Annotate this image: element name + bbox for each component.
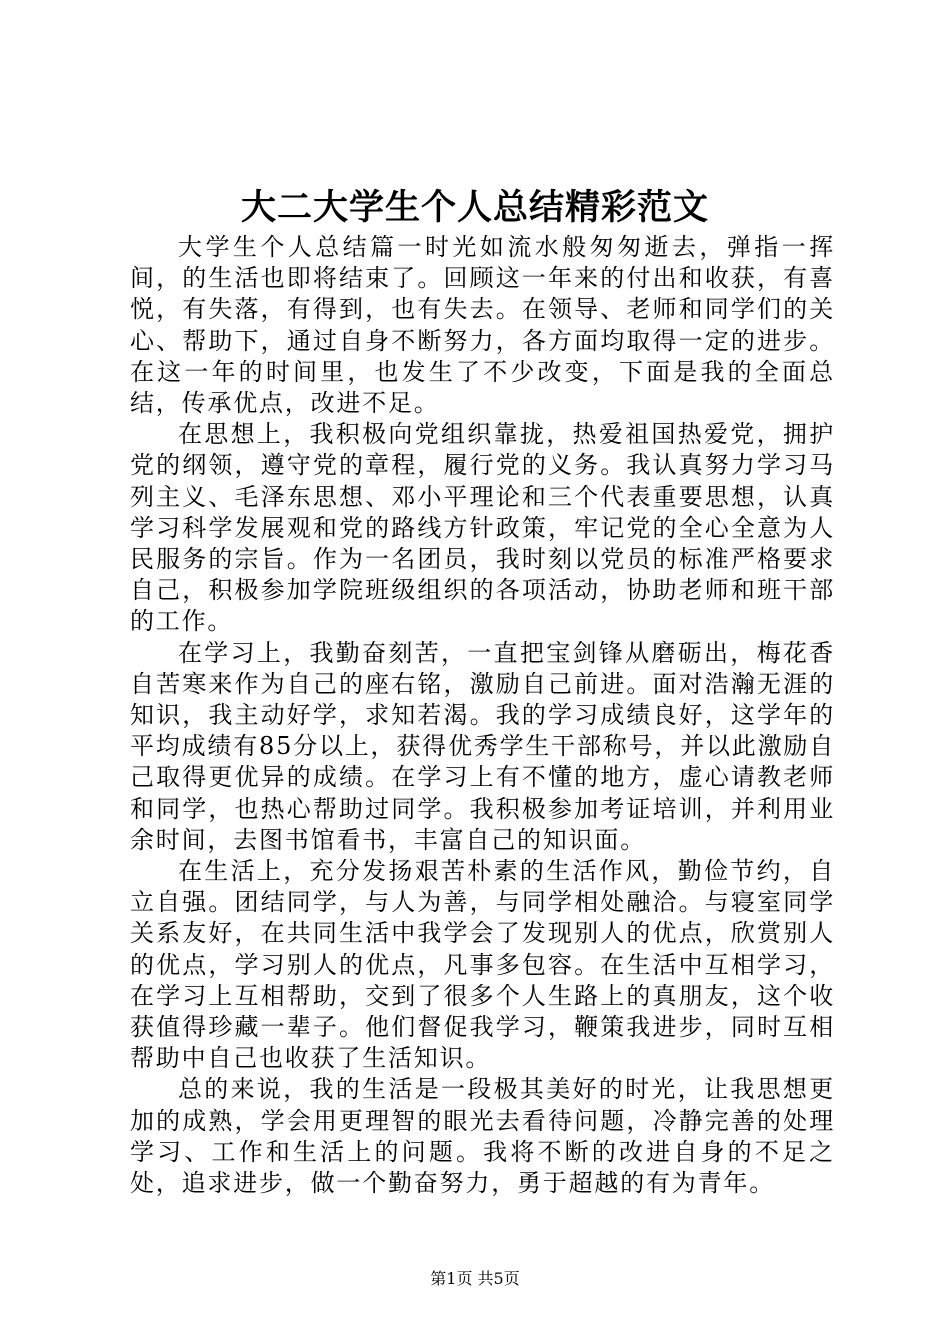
paragraph-study: 在学习上，我勤奋刻苦，一直把宝剑锋从磨砺出，梅花香自苦寒来作为自己的座右铭，激励自己前进。面对浩瀚无涯的知识，我主动好学，求知若渴。我的学习成绩良好，这学年的平均成绩有85分以上，获得优秀学生干部称号，并以此激励自己取得更优异的成绩。在学习上有不懂的地方，虚心请教老师和同学，也热心帮助过同学。我积极参加考证培训，并利用业余时间，去图书馆看书，丰富自己的知识面。 (130, 638, 835, 854)
paragraph-conclusion: 总的来说，我的生活是一段极其美好的时光，让我思想更加的成熟，学会用更理智的眼光去看待问题，冷静完善的处理学习、工作和生活上的问题。我将不断的改进自身的不足之处，追求进步，做一个勤奋努力，勇于超越的有为青年。 (130, 1075, 835, 1198)
document-body (130, 232, 835, 1199)
page-number-footer: 第1页 共5页 (430, 1269, 520, 1288)
paragraph-ideology: 在思想上，我积极向党组织靠拢，热爱祖国热爱党，拥护党的纲领，遵守党的章程，履行党的义务。我认真努力学习马列主义、毛泽东思想、邓小平理论和三个代表重要思想，认真学习科学发展观和党的路线方针政策，牢记党的全心全意为人民服务的宗旨。作为一名团员，我时刻以党员的标准严格要求自己，积极参加学院班级组织的各项活动，协助老师和班干部的工作。 (130, 420, 835, 636)
paragraph-intro: 大学生个人总结篇一时光如流水般匆匆逝去，弹指一挥间，的生活也即将结束了。回顾这一年来的付出和收获，有喜悦，有失落，有得到，也有失去。在领导、老师和同学们的关心、帮助下，通过自身不断努力，各方面均取得一定的进步。在这一年的时间里，也发生了不少改变，下面是我的全面总结，传承优点，改进不足。 (130, 233, 835, 418)
document-title: 大二大学生个人总结精彩范文 (240, 187, 709, 228)
paragraph-life: 在生活上，充分发扬艰苦朴素的生活作风，勤俭节约，自立自强。团结同学，与人为善，与同学相处融洽。与寝室同学关系友好，在共同生活中我学会了发现别人的优点，欣赏别人的优点，学习别人的优点，凡事多包容。在生活中互相学习，在学习上互相帮助，交到了很多个人生路上的真朋友，这个收获值得珍藏一辈子。他们督促我学习，鞭策我进步，同时互相帮助中自己也收获了生活知识。 (130, 857, 835, 1073)
